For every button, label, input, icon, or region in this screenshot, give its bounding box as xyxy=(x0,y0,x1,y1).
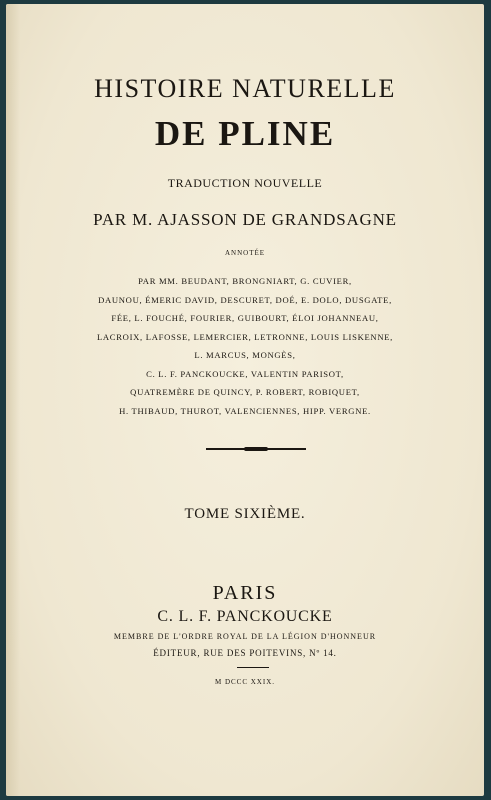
annotators-line: LACROIX, LAFOSSE, LEMERCIER, LETRONNE, LOUIS LISKENNE, xyxy=(96,331,394,342)
imprint-address: ÉDITEUR, RUE DES POITEVINS, Nº 14. xyxy=(153,648,337,658)
imprint-date: M DCCC XXIX. xyxy=(214,678,276,686)
imprint-city: PARIS xyxy=(212,582,278,604)
annotated-label: ANNOTÉE xyxy=(224,249,266,257)
annotators-line: FÉE, L. FOUCHÉ, FOURIER, GUIBOURT, ÉLOI JOHANNEAU, xyxy=(111,313,379,323)
title-line-2: DE PLINE xyxy=(154,114,336,153)
annotators-line: PAR MM. BEUDANT, BRONGNIART, G. CUVIER, xyxy=(138,276,352,286)
annotators-line: H. THIBAUD, THUROT, VALENCIENNES, HIPP. VERGNE. xyxy=(119,405,371,416)
imprint-publisher: C. L. F. PANCKOUCKE xyxy=(157,608,333,625)
annotators-line: QUATREMÈRE DE QUINCY, P. ROBERT, ROBIQUET, xyxy=(130,387,360,397)
imprint-membership: MEMBRE DE L'ORDRE ROYAL DE LA LÉGION D'HONNEUR xyxy=(113,632,377,641)
annotators-line: DAUNOU, ÉMERIC DAVID, DESCURET, DOÉ, E. DOLO, DUSGATE, xyxy=(98,294,392,305)
book-page xyxy=(6,4,484,796)
translator: PAR M. AJASSON DE GRANDSAGNE xyxy=(93,210,397,229)
annotators-line: C. L. F. PANCKOUCKE, VALENTIN PARISOT, xyxy=(146,368,344,379)
short-rule xyxy=(237,667,269,668)
annotators-list xyxy=(6,272,484,420)
volume-title: TOME SIXIÈME. xyxy=(184,506,306,522)
subtitle: TRADUCTION NOUVELLE xyxy=(167,176,323,190)
annotators-line: L. MARCUS, MONGÈS, xyxy=(194,350,296,360)
ornamental-rule xyxy=(206,448,306,450)
title-line-1: HISTOIRE NATURELLE xyxy=(94,74,396,103)
